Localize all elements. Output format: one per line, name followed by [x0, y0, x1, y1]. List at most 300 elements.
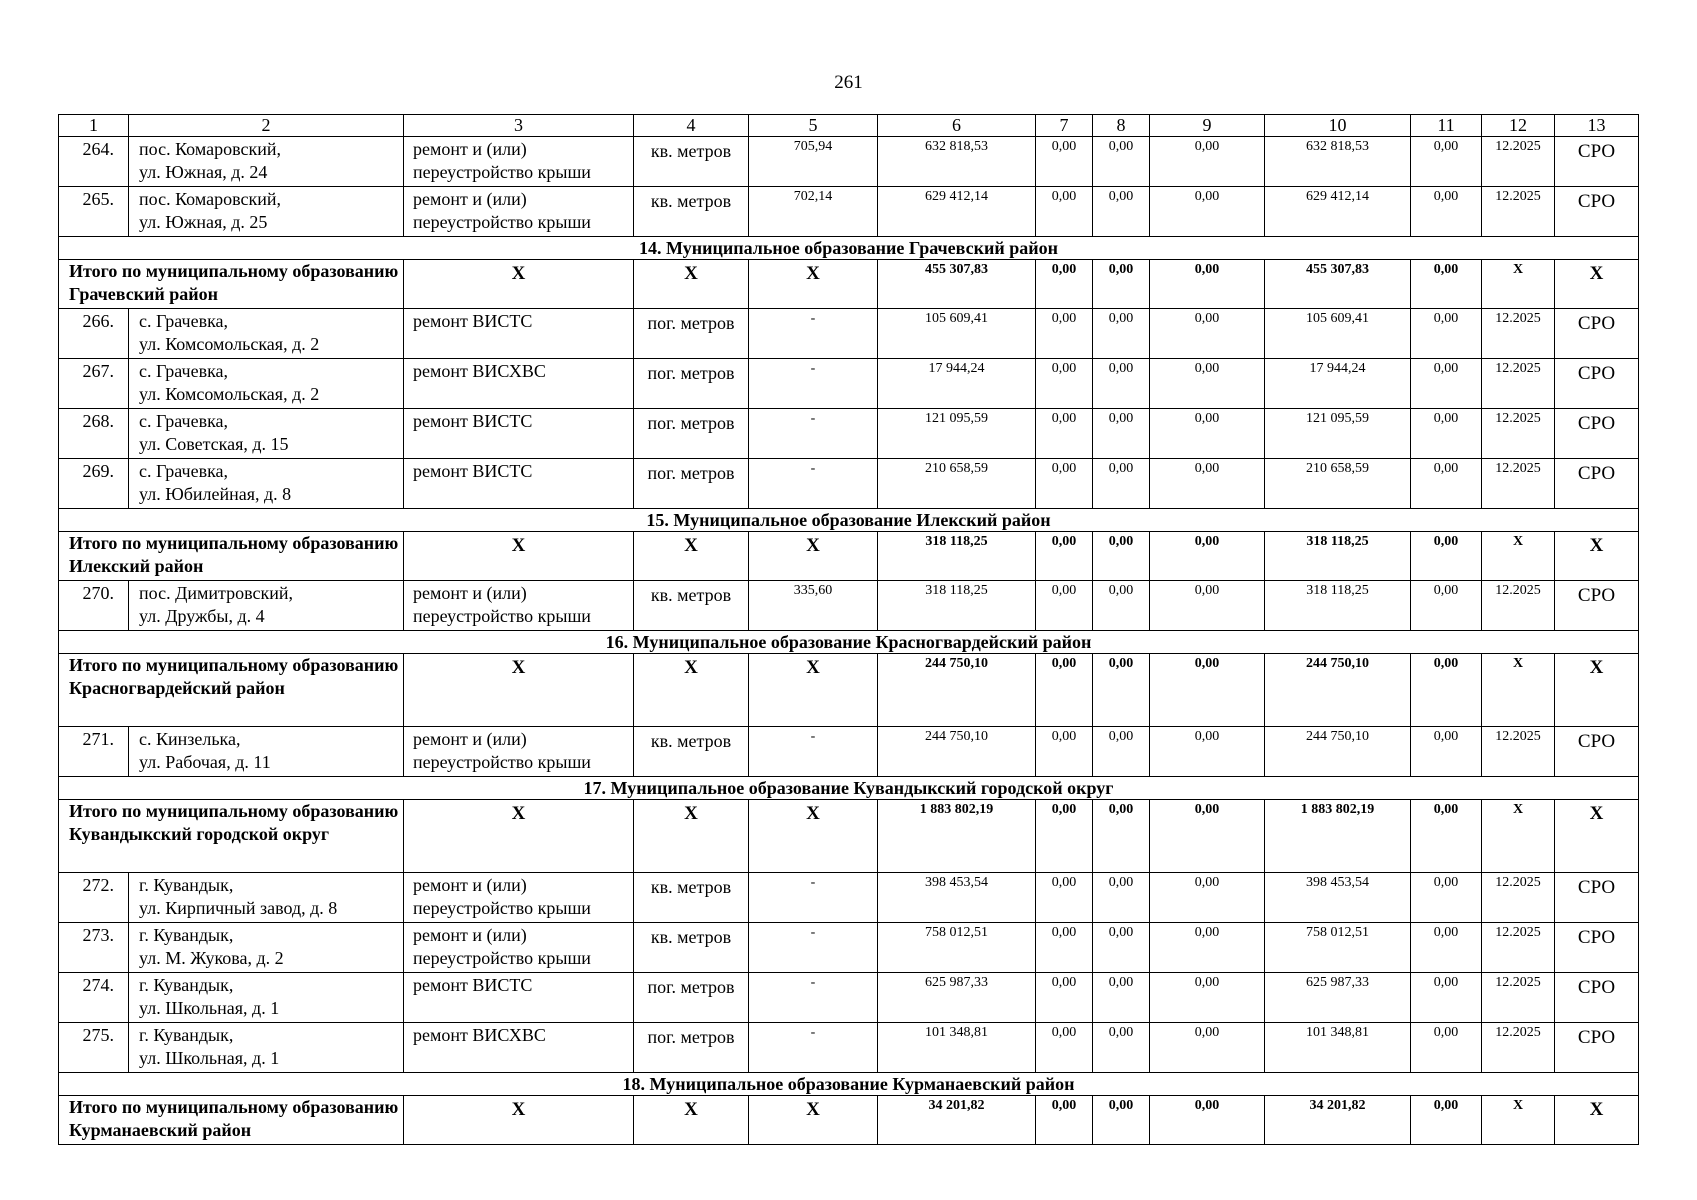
address-street: ул. Юбилейная, д. 8: [139, 484, 292, 504]
fund-cell: 0,00: [1150, 532, 1265, 581]
table-row: [59, 309, 1639, 359]
total-label: Итого по муниципальному образованию Курманаевский район: [59, 1096, 404, 1145]
fund-cell: 0,00: [1411, 532, 1482, 581]
owner-funds-cell: 625 987,33: [1265, 973, 1411, 1023]
volume-cell: -: [749, 459, 878, 509]
volume-cell: -: [749, 873, 878, 923]
volume-cell: 335,60: [749, 581, 878, 631]
fund-cell: 0,00: [1036, 309, 1093, 359]
header-cell: 4: [634, 115, 749, 137]
fund-cell: 0,00: [1093, 459, 1150, 509]
address-locality: г. Кувандык,: [139, 925, 234, 945]
unit-cell: пог. метров: [634, 309, 749, 359]
deadline-cell: 12.2025: [1482, 873, 1555, 923]
fund-cell: 0,00: [1411, 359, 1482, 409]
fund-cell: 0,00: [1411, 187, 1482, 237]
address-street: ул. Советская, д. 15: [139, 434, 289, 454]
section-title: 17. Муниципальное образование Кувандыкский городской округ: [59, 777, 1639, 800]
owner-funds-cell: 244 750,10: [1265, 727, 1411, 777]
fund-cell: 0,00: [1411, 409, 1482, 459]
header-cell: 8: [1093, 115, 1150, 137]
work-type-line1: ремонт и (или): [413, 139, 527, 159]
address-cell: [129, 581, 404, 631]
owner-funds-cell: 244 750,10: [1265, 654, 1411, 727]
capital-repair-table: [58, 114, 1639, 1145]
section-row: [59, 1073, 1639, 1096]
total-cost-cell: 34 201,82: [878, 1096, 1036, 1145]
owner-funds-cell: 758 012,51: [1265, 923, 1411, 973]
table-row: [59, 359, 1639, 409]
fund-cell: 0,00: [1150, 187, 1265, 237]
address-cell: [129, 1023, 404, 1073]
table-row: [59, 459, 1639, 509]
volume-cell: -: [749, 1023, 878, 1073]
address-cell: [129, 727, 404, 777]
row-number: 275.: [59, 1023, 129, 1073]
unit-cell: кв. метров: [634, 923, 749, 973]
header-row: [59, 115, 1639, 137]
total-cost-cell: 121 095,59: [878, 409, 1036, 459]
page-number: 261: [834, 72, 863, 93]
x-cell: X: [1482, 800, 1555, 873]
fund-cell: 0,00: [1093, 973, 1150, 1023]
x-cell: X: [634, 260, 749, 309]
fund-cell: 0,00: [1150, 459, 1265, 509]
deadline-cell: 12.2025: [1482, 137, 1555, 187]
x-cell: X: [1555, 532, 1639, 581]
x-cell: X: [1482, 260, 1555, 309]
table-row: [59, 581, 1639, 631]
fund-cell: 0,00: [1036, 359, 1093, 409]
work-type-cell: [404, 973, 634, 1023]
work-type-line1: ремонт ВИСТС: [413, 461, 533, 481]
fund-cell: 0,00: [1093, 309, 1150, 359]
total-label: Итого по муниципальному образованию Кувандыкский городской округ: [59, 800, 404, 873]
work-type-line1: ремонт и (или): [413, 583, 527, 603]
row-number: 269.: [59, 459, 129, 509]
fund-cell: 0,00: [1093, 532, 1150, 581]
fund-cell: 0,00: [1150, 581, 1265, 631]
x-cell: X: [634, 654, 749, 727]
fund-cell: 0,00: [1093, 873, 1150, 923]
work-type-line2: переустройство крыши: [413, 606, 591, 626]
address-locality: пос. Комаровский,: [139, 189, 281, 209]
volume-cell: 705,94: [749, 137, 878, 187]
operator-cell: СРО: [1555, 1023, 1639, 1073]
volume-cell: -: [749, 359, 878, 409]
fund-cell: 0,00: [1150, 873, 1265, 923]
fund-cell: 0,00: [1411, 973, 1482, 1023]
fund-cell: 0,00: [1150, 973, 1265, 1023]
work-type-line2: переустройство крыши: [413, 948, 591, 968]
row-number: 272.: [59, 873, 129, 923]
table-row: [59, 137, 1639, 187]
fund-cell: 0,00: [1150, 727, 1265, 777]
fund-cell: 0,00: [1411, 923, 1482, 973]
fund-cell: 0,00: [1036, 532, 1093, 581]
header-cell: 3: [404, 115, 634, 137]
unit-cell: пог. метров: [634, 1023, 749, 1073]
fund-cell: 0,00: [1411, 800, 1482, 873]
operator-cell: СРО: [1555, 973, 1639, 1023]
deadline-cell: 12.2025: [1482, 359, 1555, 409]
address-cell: [129, 923, 404, 973]
deadline-cell: 12.2025: [1482, 727, 1555, 777]
address-street: ул. Школьная, д. 1: [139, 1048, 280, 1068]
address-street: ул. Школьная, д. 1: [139, 998, 280, 1018]
work-type-cell: [404, 309, 634, 359]
x-cell: X: [634, 1096, 749, 1145]
address-locality: с. Грачевка,: [139, 461, 229, 481]
fund-cell: 0,00: [1036, 873, 1093, 923]
total-cost-cell: 101 348,81: [878, 1023, 1036, 1073]
owner-funds-cell: 318 118,25: [1265, 532, 1411, 581]
fund-cell: 0,00: [1093, 359, 1150, 409]
operator-cell: СРО: [1555, 581, 1639, 631]
fund-cell: 0,00: [1411, 581, 1482, 631]
address-street: ул. Дружбы, д. 4: [139, 606, 265, 626]
work-type-line1: ремонт и (или): [413, 189, 527, 209]
section-title: 15. Муниципальное образование Илекский район: [59, 509, 1639, 532]
work-type-line2: переустройство крыши: [413, 212, 591, 232]
work-type-line1: ремонт ВИСХВС: [413, 361, 546, 381]
operator-cell: СРО: [1555, 873, 1639, 923]
address-cell: [129, 873, 404, 923]
owner-funds-cell: 210 658,59: [1265, 459, 1411, 509]
fund-cell: 0,00: [1036, 409, 1093, 459]
x-cell: X: [749, 800, 878, 873]
table-row: [59, 727, 1639, 777]
work-type-cell: [404, 187, 634, 237]
fund-cell: 0,00: [1150, 260, 1265, 309]
total-row: [59, 800, 1639, 873]
address-cell: [129, 137, 404, 187]
address-street: ул. М. Жукова, д. 2: [139, 948, 284, 968]
work-type-line1: ремонт и (или): [413, 875, 527, 895]
operator-cell: СРО: [1555, 923, 1639, 973]
address-street: ул. Южная, д. 24: [139, 162, 268, 182]
deadline-cell: 12.2025: [1482, 1023, 1555, 1073]
x-cell: X: [1555, 800, 1639, 873]
deadline-cell: 12.2025: [1482, 409, 1555, 459]
unit-cell: кв. метров: [634, 581, 749, 631]
x-cell: X: [404, 260, 634, 309]
owner-funds-cell: 632 818,53: [1265, 137, 1411, 187]
deadline-cell: 12.2025: [1482, 923, 1555, 973]
total-row: [59, 532, 1639, 581]
header-cell: 9: [1150, 115, 1265, 137]
fund-cell: 0,00: [1411, 1023, 1482, 1073]
row-number: 271.: [59, 727, 129, 777]
owner-funds-cell: 455 307,83: [1265, 260, 1411, 309]
fund-cell: 0,00: [1411, 459, 1482, 509]
x-cell: X: [1555, 260, 1639, 309]
section-title: 14. Муниципальное образование Грачевский район: [59, 237, 1639, 260]
fund-cell: 0,00: [1036, 137, 1093, 187]
section-title: 18. Муниципальное образование Курманаевский район: [59, 1073, 1639, 1096]
fund-cell: 0,00: [1411, 309, 1482, 359]
total-cost-cell: 17 944,24: [878, 359, 1036, 409]
work-type-cell: [404, 727, 634, 777]
work-type-line1: ремонт ВИСТС: [413, 311, 533, 331]
volume-cell: -: [749, 973, 878, 1023]
x-cell: X: [634, 532, 749, 581]
total-row: [59, 1096, 1639, 1145]
fund-cell: 0,00: [1036, 923, 1093, 973]
x-cell: X: [634, 800, 749, 873]
header-cell: 11: [1411, 115, 1482, 137]
header-cell: 6: [878, 115, 1036, 137]
row-number: 268.: [59, 409, 129, 459]
fund-cell: 0,00: [1036, 581, 1093, 631]
address-cell: [129, 973, 404, 1023]
x-cell: X: [404, 1096, 634, 1145]
unit-cell: пог. метров: [634, 409, 749, 459]
unit-cell: пог. метров: [634, 459, 749, 509]
row-number: 264.: [59, 137, 129, 187]
total-cost-cell: 455 307,83: [878, 260, 1036, 309]
table-row: [59, 873, 1639, 923]
work-type-cell: [404, 137, 634, 187]
section-title: 16. Муниципальное образование Красногвардейский район: [59, 631, 1639, 654]
fund-cell: 0,00: [1093, 137, 1150, 187]
volume-cell: -: [749, 309, 878, 359]
x-cell: X: [1482, 654, 1555, 727]
work-type-cell: [404, 873, 634, 923]
work-type-line1: ремонт ВИСХВС: [413, 1025, 546, 1045]
x-cell: X: [749, 532, 878, 581]
address-street: ул. Кирпичный завод, д. 8: [139, 898, 338, 918]
address-locality: г. Кувандык,: [139, 1025, 234, 1045]
fund-cell: 0,00: [1411, 137, 1482, 187]
x-cell: X: [404, 800, 634, 873]
total-row: [59, 260, 1639, 309]
total-label: Итого по муниципальному образованию Грачевский район: [59, 260, 404, 309]
fund-cell: 0,00: [1093, 727, 1150, 777]
fund-cell: 0,00: [1036, 973, 1093, 1023]
deadline-cell: 12.2025: [1482, 459, 1555, 509]
fund-cell: 0,00: [1411, 1096, 1482, 1145]
operator-cell: СРО: [1555, 137, 1639, 187]
total-label: Итого по муниципальному образованию Илекский район: [59, 532, 404, 581]
unit-cell: пог. метров: [634, 973, 749, 1023]
address-cell: [129, 459, 404, 509]
owner-funds-cell: 34 201,82: [1265, 1096, 1411, 1145]
fund-cell: 0,00: [1036, 459, 1093, 509]
header-cell: 1: [59, 115, 129, 137]
fund-cell: 0,00: [1093, 187, 1150, 237]
deadline-cell: 12.2025: [1482, 309, 1555, 359]
x-cell: X: [1555, 1096, 1639, 1145]
fund-cell: 0,00: [1411, 654, 1482, 727]
fund-cell: 0,00: [1036, 260, 1093, 309]
address-cell: [129, 309, 404, 359]
row-number: 265.: [59, 187, 129, 237]
x-cell: X: [1482, 1096, 1555, 1145]
fund-cell: 0,00: [1150, 1096, 1265, 1145]
fund-cell: 0,00: [1093, 1096, 1150, 1145]
row-number: 273.: [59, 923, 129, 973]
fund-cell: 0,00: [1411, 873, 1482, 923]
unit-cell: кв. метров: [634, 873, 749, 923]
header-cell: 5: [749, 115, 878, 137]
address-cell: [129, 409, 404, 459]
owner-funds-cell: 17 944,24: [1265, 359, 1411, 409]
address-street: ул. Южная, д. 25: [139, 212, 268, 232]
table-row: [59, 409, 1639, 459]
operator-cell: СРО: [1555, 409, 1639, 459]
owner-funds-cell: 398 453,54: [1265, 873, 1411, 923]
fund-cell: 0,00: [1411, 727, 1482, 777]
section-row: [59, 509, 1639, 532]
fund-cell: 0,00: [1150, 409, 1265, 459]
deadline-cell: 12.2025: [1482, 187, 1555, 237]
owner-funds-cell: 101 348,81: [1265, 1023, 1411, 1073]
address-street: ул. Комсомольская, д. 2: [139, 384, 320, 404]
fund-cell: 0,00: [1150, 1023, 1265, 1073]
row-number: 270.: [59, 581, 129, 631]
fund-cell: 0,00: [1036, 187, 1093, 237]
address-locality: с. Грачевка,: [139, 411, 229, 431]
owner-funds-cell: 318 118,25: [1265, 581, 1411, 631]
address-street: ул. Комсомольская, д. 2: [139, 334, 320, 354]
section-row: [59, 237, 1639, 260]
operator-cell: СРО: [1555, 309, 1639, 359]
fund-cell: 0,00: [1150, 359, 1265, 409]
owner-funds-cell: 121 095,59: [1265, 409, 1411, 459]
work-type-line1: ремонт ВИСТС: [413, 975, 533, 995]
fund-cell: 0,00: [1150, 137, 1265, 187]
volume-cell: 702,14: [749, 187, 878, 237]
address-locality: г. Кувандык,: [139, 875, 234, 895]
fund-cell: 0,00: [1093, 923, 1150, 973]
fund-cell: 0,00: [1093, 800, 1150, 873]
volume-cell: -: [749, 409, 878, 459]
operator-cell: СРО: [1555, 359, 1639, 409]
x-cell: X: [1482, 532, 1555, 581]
work-type-line1: ремонт и (или): [413, 729, 527, 749]
total-cost-cell: 625 987,33: [878, 973, 1036, 1023]
total-cost-cell: 1 883 802,19: [878, 800, 1036, 873]
total-cost-cell: 318 118,25: [878, 532, 1036, 581]
x-cell: X: [1555, 654, 1639, 727]
address-locality: с. Грачевка,: [139, 361, 229, 381]
total-cost-cell: 244 750,10: [878, 654, 1036, 727]
total-cost-cell: 318 118,25: [878, 581, 1036, 631]
section-row: [59, 631, 1639, 654]
work-type-cell: [404, 459, 634, 509]
table-row: [59, 187, 1639, 237]
fund-cell: 0,00: [1036, 654, 1093, 727]
total-row: [59, 654, 1639, 727]
work-type-line1: ремонт и (или): [413, 925, 527, 945]
fund-cell: 0,00: [1093, 654, 1150, 727]
header-cell: 12: [1482, 115, 1555, 137]
header-cell: 2: [129, 115, 404, 137]
unit-cell: кв. метров: [634, 727, 749, 777]
work-type-cell: [404, 923, 634, 973]
fund-cell: 0,00: [1036, 727, 1093, 777]
unit-cell: кв. метров: [634, 187, 749, 237]
operator-cell: СРО: [1555, 459, 1639, 509]
row-number: 274.: [59, 973, 129, 1023]
unit-cell: кв. метров: [634, 137, 749, 187]
work-type-line2: переустройство крыши: [413, 752, 591, 772]
work-type-cell: [404, 359, 634, 409]
work-type-line2: переустройство крыши: [413, 162, 591, 182]
fund-cell: 0,00: [1036, 800, 1093, 873]
address-cell: [129, 359, 404, 409]
owner-funds-cell: 105 609,41: [1265, 309, 1411, 359]
total-cost-cell: 632 818,53: [878, 137, 1036, 187]
total-cost-cell: 398 453,54: [878, 873, 1036, 923]
work-type-line1: ремонт ВИСТС: [413, 411, 533, 431]
table-row: [59, 1023, 1639, 1073]
total-cost-cell: 105 609,41: [878, 309, 1036, 359]
row-number: 266.: [59, 309, 129, 359]
owner-funds-cell: 629 412,14: [1265, 187, 1411, 237]
total-cost-cell: 758 012,51: [878, 923, 1036, 973]
deadline-cell: 12.2025: [1482, 973, 1555, 1023]
fund-cell: 0,00: [1093, 1023, 1150, 1073]
address-locality: пос. Димитровский,: [139, 583, 293, 603]
address-locality: пос. Комаровский,: [139, 139, 281, 159]
unit-cell: пог. метров: [634, 359, 749, 409]
section-row: [59, 777, 1639, 800]
row-number: 267.: [59, 359, 129, 409]
total-label: Итого по муниципальному образованию Красногвардейский район: [59, 654, 404, 727]
fund-cell: 0,00: [1150, 923, 1265, 973]
fund-cell: 0,00: [1150, 800, 1265, 873]
address-cell: [129, 187, 404, 237]
operator-cell: СРО: [1555, 187, 1639, 237]
address-locality: с. Грачевка,: [139, 311, 229, 331]
fund-cell: 0,00: [1150, 654, 1265, 727]
fund-cell: 0,00: [1093, 260, 1150, 309]
header-cell: 7: [1036, 115, 1093, 137]
owner-funds-cell: 1 883 802,19: [1265, 800, 1411, 873]
address-locality: г. Кувандык,: [139, 975, 234, 995]
work-type-line2: переустройство крыши: [413, 898, 591, 918]
fund-cell: 0,00: [1093, 581, 1150, 631]
volume-cell: -: [749, 923, 878, 973]
fund-cell: 0,00: [1036, 1023, 1093, 1073]
total-cost-cell: 210 658,59: [878, 459, 1036, 509]
volume-cell: -: [749, 727, 878, 777]
address-locality: с. Кинзелька,: [139, 729, 241, 749]
total-cost-cell: 629 412,14: [878, 187, 1036, 237]
address-street: ул. Рабочая, д. 11: [139, 752, 271, 772]
table-row: [59, 973, 1639, 1023]
x-cell: X: [749, 260, 878, 309]
work-type-cell: [404, 581, 634, 631]
operator-cell: СРО: [1555, 727, 1639, 777]
total-cost-cell: 244 750,10: [878, 727, 1036, 777]
x-cell: X: [749, 1096, 878, 1145]
work-type-cell: [404, 409, 634, 459]
x-cell: X: [749, 654, 878, 727]
x-cell: X: [404, 532, 634, 581]
table-row: [59, 923, 1639, 973]
work-type-cell: [404, 1023, 634, 1073]
header-cell: 10: [1265, 115, 1411, 137]
fund-cell: 0,00: [1036, 1096, 1093, 1145]
fund-cell: 0,00: [1150, 309, 1265, 359]
fund-cell: 0,00: [1093, 409, 1150, 459]
x-cell: X: [404, 654, 634, 727]
header-cell: 13: [1555, 115, 1639, 137]
deadline-cell: 12.2025: [1482, 581, 1555, 631]
